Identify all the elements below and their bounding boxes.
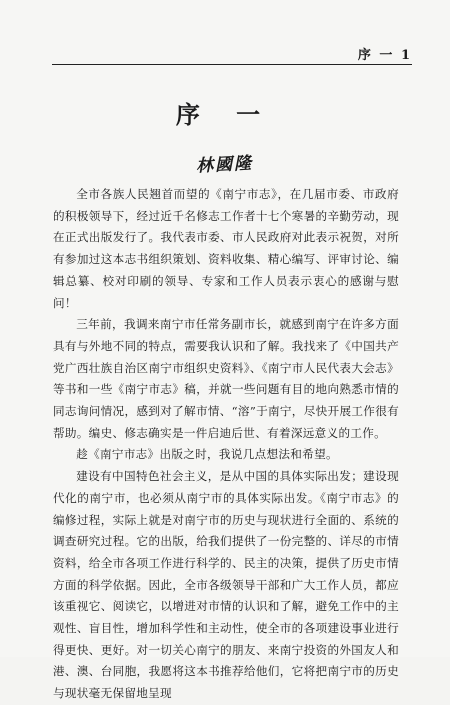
page-title: 序 一 [175, 101, 275, 129]
paragraph: 全市各族人民翘首而望的《南宁市志》，在几届市委、市政府的积极领导下，经过近千名修志工作者十七个寒暑的辛勤劳动，现在正式出版发行了。我代表市委、市人民政府对此表示祝贺，对所有参加过这本志书组织策划、资料收集、精心编写、评审讨论、编辑总纂、校对印刷的领导、专家和工作人员表示衷心的感谢与慰问！ [53, 187, 399, 310]
running-head: 序 一 1 [357, 48, 412, 63]
paragraph: 建设有中国特色社会主义，是从中国的具体实际出发；建设现代化的南宁市，也必须从南宁市的具体实际出发。《南宁市志》的编修过程，实际上就是对南宁市的历史与现状进行全面的、系统的调查研究过程。它的出版，给我们提供了一份完整的、详尽的市情资料，给全市各项工作进行科学的、民主的决策，提供了历史市情方面的科学依据。因此，全市各级领导干部和广大工作人员，都应该重视它、阅读它，以增进对市情的认识和了解，避免工作中的主观性、盲目性，增加科学性和主动性，使全市的各项建设事业进行得更快、更好。对一切关心南宁的朋友、来南宁投资的外国友人和港、澳、台同胞，我愿将这本书推荐给他们，它将把南宁市的历史与现状毫无保留地呈现 [53, 469, 399, 701]
paragraph: 三年前，我调来南宁市任常务副市长，就感到南宁在许多方面具有与外地不同的特点，需要我认识和了解。我找来了《中国共产党广西壮族自治区南宁市组织史资料》、《南宁市人民代表大会志》等书和一些《南宁市志》稿，并就一些问题有目的地向熟悉市情的同志询问情况，感到对了解市情、“溶”于南宁，尽快开展工作很有帮助。编史、修志确实是一件启迪后世、有着深远意义的工作。 [53, 317, 399, 440]
body-text [53, 184, 399, 705]
paragraph: 趁《南宁市志》出版之时，我说几点想法和希望。 [76, 447, 338, 462]
header-rule [52, 64, 412, 65]
author-signature: 林國隆 [195, 153, 254, 177]
